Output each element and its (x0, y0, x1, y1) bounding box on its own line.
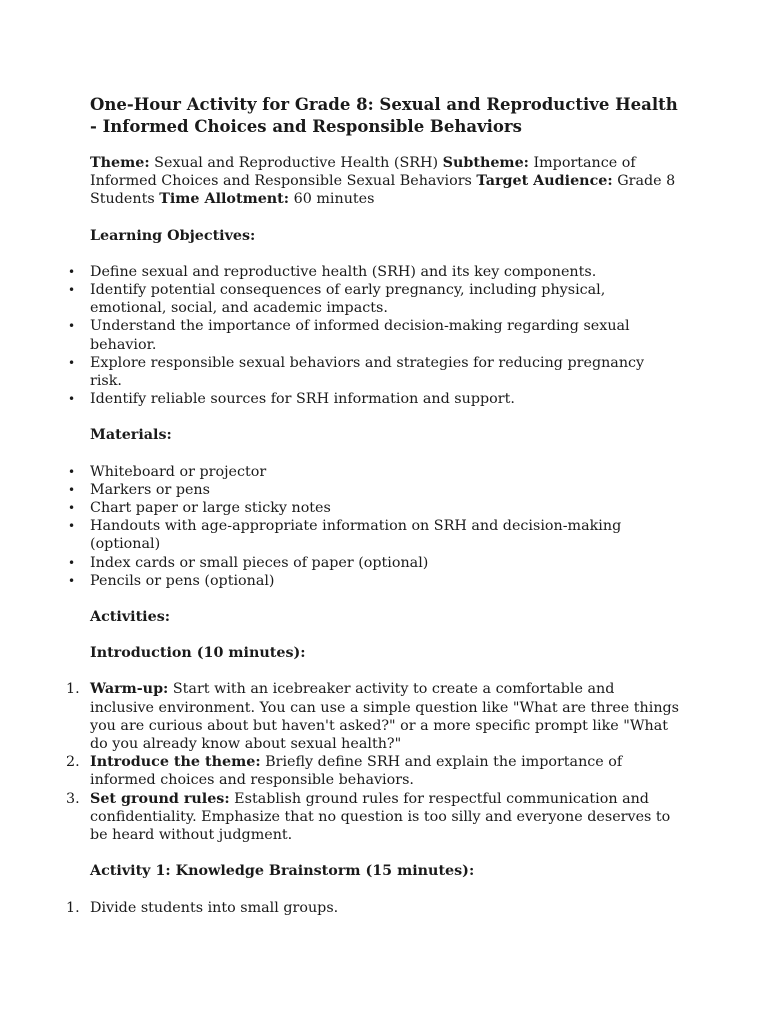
step-label: Introduce the theme: (90, 754, 261, 771)
activity1-step (66, 899, 680, 917)
step-text: Establish ground rules for respectful communication and confidentiality. Emphasize that no question is too silly and everyone deserves to be heard without judgment. (90, 790, 671, 844)
audience-label: Target Audience: (476, 173, 613, 190)
objective-item: • Identify potential consequences of early pregnancy, including physical, emotional, social, and academic impacts. (90, 281, 680, 317)
material-item: • Pencils or pens (optional) (90, 572, 680, 590)
material-item: • Chart paper or large sticky notes (90, 499, 680, 517)
step-label: Set ground rules: (90, 790, 230, 807)
objective-item: • Identify reliable sources for SRH information and support. (90, 390, 680, 408)
materials-list (90, 463, 680, 590)
material-item: • Whiteboard or projector (90, 463, 680, 481)
activity1-heading: Activity 1: Knowledge Brainstorm (15 minutes): (90, 863, 475, 880)
time-value: 60 minutes (289, 191, 375, 208)
objectives-list (90, 263, 680, 409)
activity1-steps (66, 899, 680, 917)
introduction-step (66, 753, 680, 789)
audience-value: Grade 8 Students (90, 173, 676, 208)
material-item: • Handouts with age-appropriate information on SRH and decision-making (optional) (90, 517, 680, 553)
activities-heading: Activities: (90, 609, 171, 626)
step-number: 1. (66, 681, 80, 698)
theme-value: Sexual and Reproductive Health (SRH) (149, 155, 443, 171)
document-body (66, 94, 680, 935)
introduction-step (66, 680, 680, 753)
objectives-heading: Learning Objectives: (90, 227, 256, 244)
introduction-steps (66, 680, 680, 844)
step-number: 2. (66, 754, 80, 771)
step-number: 3. (66, 790, 80, 807)
material-item: • Index cards or small pieces of paper (optional) (90, 554, 680, 572)
activity-info (90, 154, 680, 209)
step-text: Start with an icebreaker activity to create a comfortable and inclusive environment. You can use a simple question like "What are three things you are curious about but haven't asked?" or a more specific prompt like "What do you already know about sexual health?" (90, 681, 680, 753)
materials-heading: Materials: (90, 427, 172, 444)
objective-item: • Explore responsible sexual behaviors and strategies for reducing pregnancy risk. (90, 354, 680, 390)
subtheme-value: Importance of Informed Choices and Responsible Sexual Behaviors (90, 155, 636, 190)
step-text: Divide students into small groups. (90, 899, 339, 916)
objective-item: • Understand the importance of informed decision-making regarding sexual behavior. (90, 317, 680, 353)
step-text: Briefly define SRH and explain the importance of informed choices and responsible behaviors. (90, 754, 623, 789)
step-number: 1. (66, 899, 80, 916)
document-title: One-Hour Activity for Grade 8: Sexual and Reproductive Health - Informed Choices and Responsible Behaviors (90, 95, 678, 136)
introduction-step (66, 790, 680, 845)
introduction-heading: Introduction (10 minutes): (90, 645, 306, 662)
objective-item: • Define sexual and reproductive health (SRH) and its key components. (90, 263, 680, 281)
step-label: Warm-up: (90, 681, 169, 698)
material-item: • Markers or pens (90, 481, 680, 499)
time-label: Time Allotment: (159, 191, 290, 208)
theme-label: Theme: (90, 155, 150, 171)
subtheme-label: Subtheme: (442, 155, 529, 171)
